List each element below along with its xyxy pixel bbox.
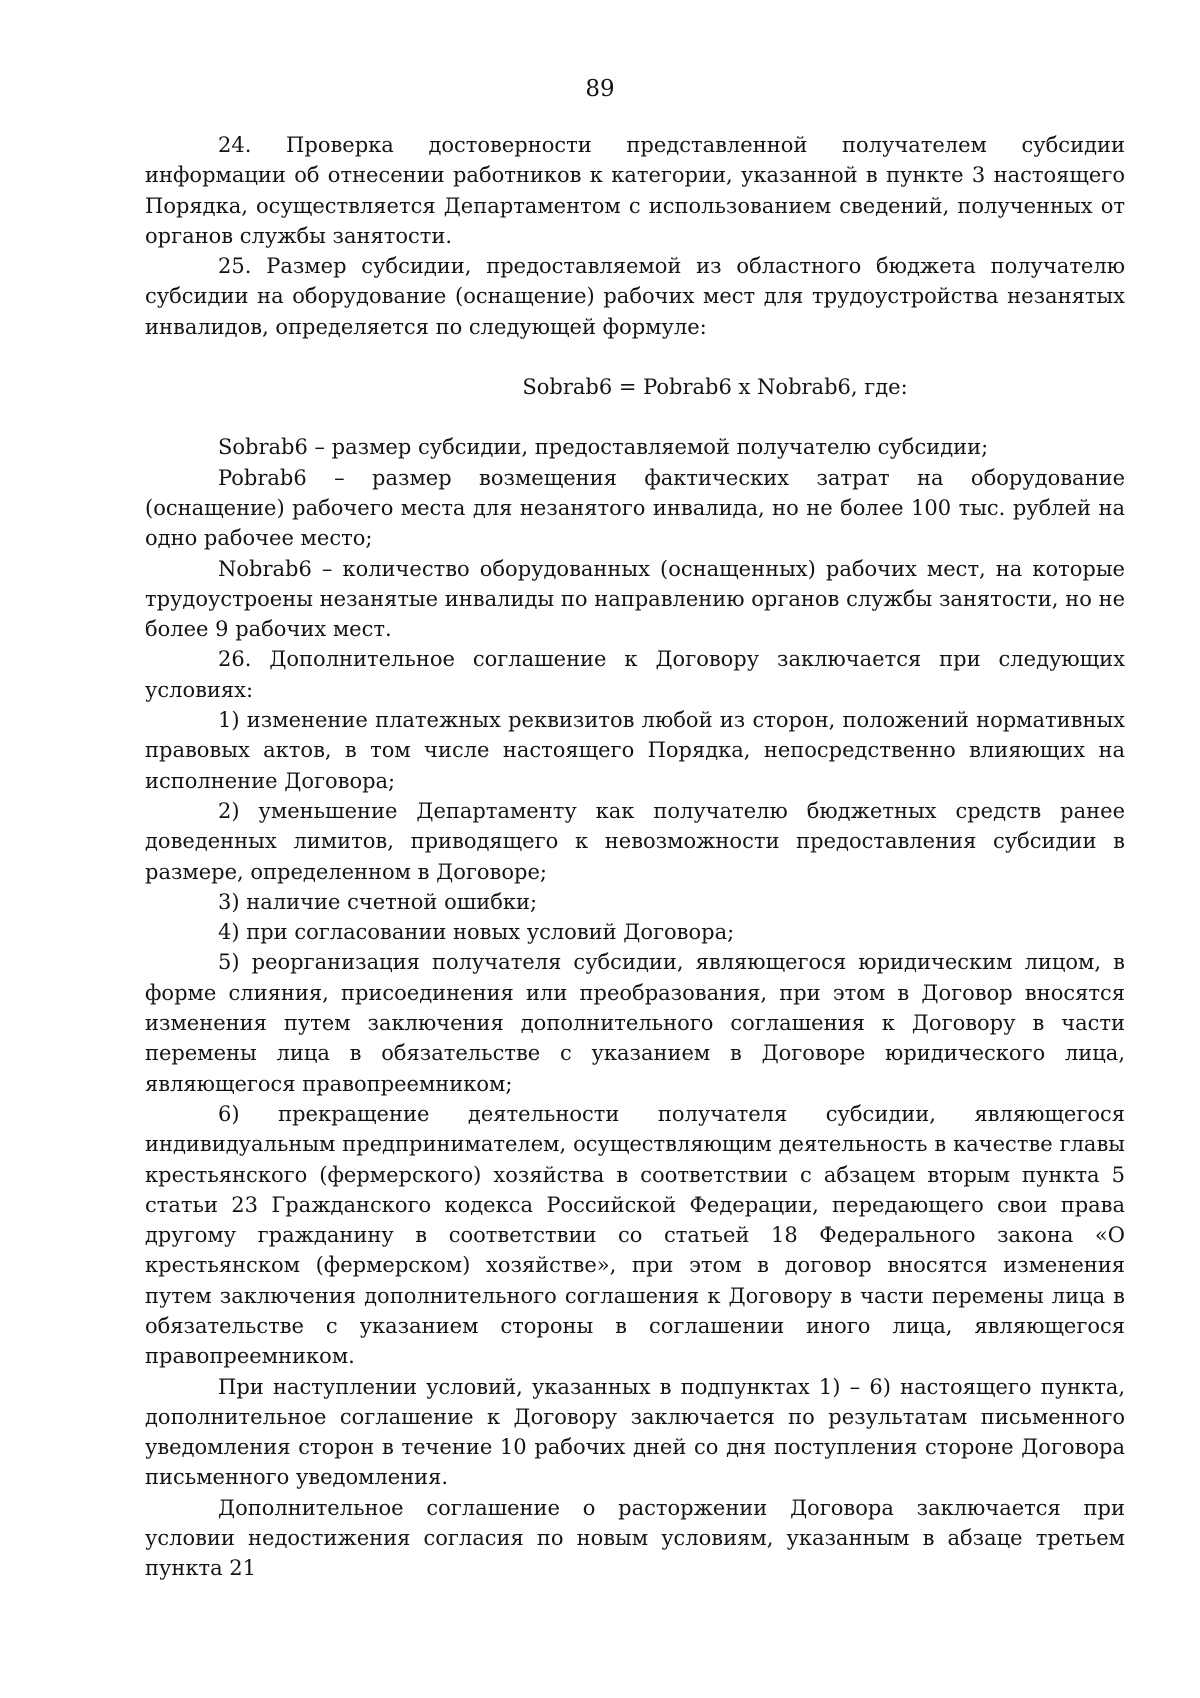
- list-item-2: 2) уменьшение Департаменту как получателю бюджетных средств ранее доведенных лимитов, приводящего к невозможности предоставления субсидии в размере, определенном в Договоре;: [145, 798, 1125, 884]
- formula: Sobrab6 = Pobrab6 x Nobrab6, где:: [522, 375, 908, 400]
- definition-pobrab: Pobrab6 – размер возмещения фактических затрат на оборудование (оснащение) рабочего места для незанятого инвалида, но не более 100 тыс. рублей на одно рабочее место;: [145, 465, 1125, 551]
- list-item-6: 6) прекращение деятельности получателя субсидии, являющегося индивидуальным предпринимателем, осуществляющим деятельность в качестве главы крестьянского (фермерского) хозяйства в соответствии с абзацем вторым пункта 5 статьи 23 Гражданского кодекса Российской Федерации, передающего свои права другому гражданину в соответствии со статьей 18 Федерального закона «О крестьянском (фермерском) хозяйстве», при этом в договор вносятся изменения путем заключения дополнительного соглашения к Договору в части перемены лица в обязательстве с указанием стороны в соглашении иного лица, являющегося правопреемником.: [145, 1101, 1125, 1369]
- paragraph-occurrence: При наступлении условий, указанных в подпунктах 1) – 6) настоящего пункта, дополнительное соглашение к Договору заключается по результатам письменного уведомления сторон в течение 10 рабочих дней со дня поступления стороне Договора письменного уведомления.: [145, 1374, 1125, 1490]
- list-item-5: 5) реорганизация получателя субсидии, являющегося юридическим лицом, в форме слияния, присоединения или преобразования, при этом в Договор вносятся изменения путем заключения дополнительного соглашения к Договору в части перемены лица в обязательстве с указанием в Договоре юридического лица, являющегося правопреемником;: [145, 950, 1125, 1096]
- definition-sobrab: Sobrab6 – размер субсидии, предоставляемой получателю субсидии;: [218, 435, 989, 460]
- paragraph-24: 24. Проверка достоверности представленной получателем субсидии информации об отнесении работников к категории, указанной в пункте 3 настоящего Порядка, осуществляется Департаментом с использованием сведений, полученных от органов службы занятости.: [145, 133, 1125, 248]
- paragraph-25: 25. Размер субсидии, предоставляемой из областного бюджета получателю субсидии на оборудование (оснащение) рабочих мест для трудоустройства незанятых инвалидов, определяется по следующей формуле:: [145, 254, 1125, 339]
- document-body: [145, 130, 1125, 1584]
- list-item-1: 1) изменение платежных реквизитов любой из сторон, положений нормативных правовых актов, в том числе настоящего Порядка, непосредственно влияющих на исполнение Договора;: [145, 708, 1125, 793]
- definition-nobrab: Nobrab6 – количество оборудованных (оснащенных) рабочих мест, на которые трудоустроены незанятые инвалиды по направлению органов службы занятости, но не более 9 рабочих мест.: [145, 556, 1125, 642]
- page-number: 89: [585, 76, 615, 102]
- list-item-4: 4) при согласовании новых условий Договора;: [218, 920, 735, 945]
- paragraph-termination: Дополнительное соглашение о расторжении Договора заключается при условии недостижения согласия по новым условиям, указанным в абзаце третьем пункта 21: [145, 1495, 1125, 1581]
- paragraph-26: 26. Дополнительное соглашение к Договору заключается при следующих условиях:: [145, 647, 1125, 702]
- list-item-3: 3) наличие счетной ошибки;: [218, 889, 538, 914]
